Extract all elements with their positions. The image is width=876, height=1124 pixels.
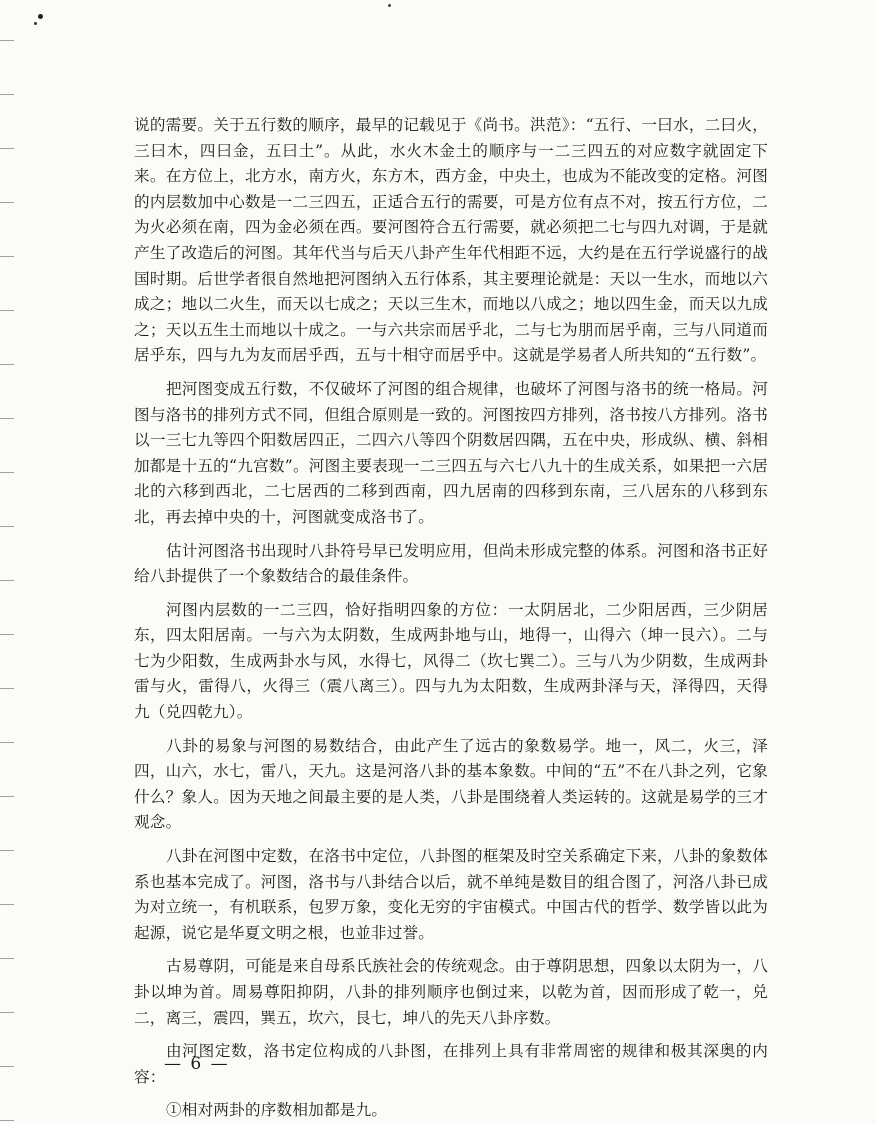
paragraph: 河图内层数的一二三四，恰好指明四象的方位：一太阴居北，二少阳居西，三少阴居东，四太阳居南。一与六为太阴数，生成两卦地与山，地得一，山得六（坤一艮六）。二与七为少阳数，生成两卦水与风，水得七，风得二（坎七巽二）。三与八为少阴数，生成两卦雷与火，雷得八，火得三（震八离三）。四与九为太阳数，生成两卦泽与天，泽得四，天得九（兑四乾九）。 [134,600,768,722]
paragraph: 把河图变成五行数，不仅破坏了河图的组合规律，也破坏了河图与洛书的统一格局。河图与洛书的排列方式不同，但组合原则是一致的。河图按四方排列，洛书按八方排列。洛书以一三七九等四个阳数居四正，二四六八等四个阴数居四隅，五在中央，形成纵、横、斜相加都是十五的“九宫数”。河图主要表现一二三四五与六七八九十的生成关系，如果把一六居北的六移到西北，二七居西的二移到西南，四九居南的四移到东南，三八居东的八移到东北，再去掉中央的十，河图就变成洛书了。 [134,379,768,526]
scan-speck [388,4,391,7]
binding-edge-marks [0,0,14,1122]
paragraph: 八卦在河图中定数，在洛书中定位，八卦图的框架及时空关系确定下来，八卦的象数体系也基本完成了。河图，洛书与八卦结合以后，就不单纯是数目的组合图了，河洛八卦已成为对立统一，有机联系，包罗万象，变化无穷的宇宙模式。中国古代的哲学、数学皆以此为起源，说它是华夏文明之根，也並非过誉。 [134,847,768,942]
page-number: — 6 — [164,1054,230,1074]
paragraph: 古易尊阴，可能是来自母系氏族社会的传统观念。由于尊阴思想，四象以太阴为一，八卦以坤为首。周易尊阳抑阴，八卦的排列顺序也倒过来，以乾为首，因而形成了乾一，兑二，离三，震四，巽五，坎六，艮七，坤八的先天八卦序数。 [134,957,768,1027]
page-body [134,113,768,1124]
scan-speck [34,22,37,25]
paragraph: 八卦的易象与河图的易数结合，由此产生了远古的象数易学。地一，风二，火三，泽四，山六，水七，雷八，天九。这是河洛八卦的基本象数。中间的“五”不在八卦之列，它象什么？象人。因为天地之间最主要的是人类，八卦是围绕着人类运转的。这就是易学的三才观念。 [134,736,768,832]
paragraph: ①相对两卦的序数相加都是九。 [166,1101,388,1120]
scan-speck [38,14,43,19]
paragraph: 估计河图洛书出现时八卦符号早已发明应用，但尚未形成完整的体系。河图和洛书正好给八卦提供了一个象数结合的最佳条件。 [134,541,768,586]
paragraph: 说的需要。关于五行数的顺序，最早的记载见于《尚书。洪范》：“五行、一曰水，二曰火，三曰木，四曰金，五曰土”。从此，水火木金土的顺序与一二三四五的对应数字就固定下来。在方位上，北方水，南方火，东方木，西方金，中央土，也成为不能改变的定格。河图的内层数加中心数是一二三四五，正适合五行的需要，可是方位有点不对，按五行方位，二为火必须在南，四为金必须在西。要河图符合五行需要，就必须把二七与四九对调，于是就产生了改造后的河图。其年代当与后天八卦产生年代相距不远，大约是在五行学说盛行的战国时期。后世学者很自然地把河图纳入五行体系，其主要理论就是：天以一生水，而地以六成之；地以二火生，而天以七成之；天以三生木，而地以八成之；地以四生金，而天以九成之；天以五生土而地以十成之。一与六共宗而居乎北，二与七为朋而居乎南，三与八同道而居乎东，四与九为友而居乎西，五与十相守而居乎中。这就是学易者人所共知的“五行数”。 [134,116,768,365]
paragraph: 由河图定数，洛书定位构成的八卦图，在排列上具有非常周密的规律和极其深奥的内容： [134,1042,768,1086]
